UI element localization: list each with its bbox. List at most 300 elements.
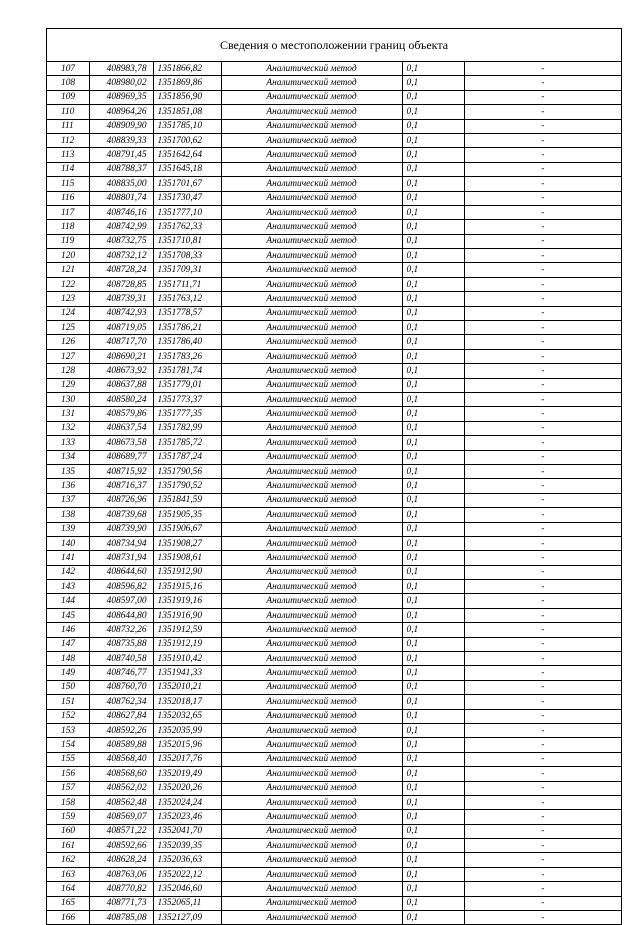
- y-coordinate-cell: 1351910,42: [153, 652, 221, 666]
- method-cell: Аналитический метод: [221, 493, 402, 507]
- point-number-cell: 133: [47, 436, 89, 450]
- note-cell: -: [464, 392, 621, 406]
- accuracy-cell: 0,1: [402, 392, 464, 406]
- y-coordinate-cell: 1351785,72: [153, 436, 221, 450]
- note-cell: -: [464, 162, 621, 176]
- table-row: [47, 867, 621, 881]
- y-coordinate-cell: 1351915,16: [153, 580, 221, 594]
- x-coordinate-cell: 408763,06: [89, 867, 153, 881]
- method-cell: Аналитический метод: [221, 508, 402, 522]
- method-cell: Аналитический метод: [221, 364, 402, 378]
- note-cell: -: [464, 781, 621, 795]
- note-cell: -: [464, 911, 621, 925]
- point-number-cell: 136: [47, 479, 89, 493]
- accuracy-cell: 0,1: [402, 263, 464, 277]
- note-cell: -: [464, 709, 621, 723]
- x-coordinate-cell: 408719,05: [89, 321, 153, 335]
- x-coordinate-cell: 408592,66: [89, 839, 153, 853]
- x-coordinate-cell: 408571,22: [89, 824, 153, 838]
- point-number-cell: 149: [47, 666, 89, 680]
- note-cell: -: [464, 853, 621, 867]
- note-cell: -: [464, 680, 621, 694]
- accuracy-cell: 0,1: [402, 680, 464, 694]
- point-number-cell: 120: [47, 249, 89, 263]
- x-coordinate-cell: 408771,73: [89, 896, 153, 910]
- note-cell: -: [464, 335, 621, 349]
- accuracy-cell: 0,1: [402, 652, 464, 666]
- y-coordinate-cell: 1351700,62: [153, 133, 221, 147]
- table-row: [47, 234, 621, 248]
- table-row: [47, 249, 621, 263]
- y-coordinate-cell: 1351786,21: [153, 321, 221, 335]
- note-cell: -: [464, 839, 621, 853]
- accuracy-cell: 0,1: [402, 90, 464, 104]
- table-row: [47, 580, 621, 594]
- table-row: [47, 695, 621, 709]
- y-coordinate-cell: 1352036,63: [153, 853, 221, 867]
- x-coordinate-cell: 408592,26: [89, 723, 153, 737]
- note-cell: -: [464, 652, 621, 666]
- note-cell: -: [464, 580, 621, 594]
- note-cell: -: [464, 90, 621, 104]
- accuracy-cell: 0,1: [402, 522, 464, 536]
- point-number-cell: 107: [47, 62, 89, 76]
- point-number-cell: 117: [47, 205, 89, 219]
- accuracy-cell: 0,1: [402, 234, 464, 248]
- table-row: [47, 479, 621, 493]
- accuracy-cell: 0,1: [402, 119, 464, 133]
- note-cell: -: [464, 536, 621, 550]
- method-cell: Аналитический метод: [221, 148, 402, 162]
- y-coordinate-cell: 1352065,11: [153, 896, 221, 910]
- method-cell: Аналитический метод: [221, 220, 402, 234]
- point-number-cell: 137: [47, 493, 89, 507]
- x-coordinate-cell: 408568,60: [89, 767, 153, 781]
- table-row: [47, 795, 621, 809]
- table-row: [47, 378, 621, 392]
- table-row: [47, 392, 621, 406]
- point-number-cell: 157: [47, 781, 89, 795]
- y-coordinate-cell: 1351905,35: [153, 508, 221, 522]
- table-row: [47, 896, 621, 910]
- method-cell: Аналитический метод: [221, 738, 402, 752]
- note-cell: -: [464, 565, 621, 579]
- y-coordinate-cell: 1351785,10: [153, 119, 221, 133]
- y-coordinate-cell: 1352015,96: [153, 738, 221, 752]
- y-coordinate-cell: 1352039,35: [153, 839, 221, 853]
- table-row: [47, 738, 621, 752]
- accuracy-cell: 0,1: [402, 738, 464, 752]
- note-cell: -: [464, 306, 621, 320]
- note-cell: -: [464, 62, 621, 76]
- x-coordinate-cell: 408731,94: [89, 551, 153, 565]
- y-coordinate-cell: 1351787,24: [153, 450, 221, 464]
- note-cell: -: [464, 133, 621, 147]
- method-cell: Аналитический метод: [221, 378, 402, 392]
- accuracy-cell: 0,1: [402, 795, 464, 809]
- accuracy-cell: 0,1: [402, 133, 464, 147]
- y-coordinate-cell: 1351856,90: [153, 90, 221, 104]
- table-row: [47, 191, 621, 205]
- accuracy-cell: 0,1: [402, 292, 464, 306]
- table-row: [47, 62, 621, 76]
- y-coordinate-cell: 1351851,08: [153, 105, 221, 119]
- table-row: [47, 911, 621, 925]
- method-cell: Аналитический метод: [221, 421, 402, 435]
- accuracy-cell: 0,1: [402, 565, 464, 579]
- accuracy-cell: 0,1: [402, 594, 464, 608]
- note-cell: -: [464, 177, 621, 191]
- accuracy-cell: 0,1: [402, 249, 464, 263]
- y-coordinate-cell: 1352019,49: [153, 767, 221, 781]
- note-cell: -: [464, 450, 621, 464]
- note-cell: -: [464, 767, 621, 781]
- x-coordinate-cell: 408969,35: [89, 90, 153, 104]
- method-cell: Аналитический метод: [221, 234, 402, 248]
- table-row: [47, 824, 621, 838]
- x-coordinate-cell: 408715,92: [89, 464, 153, 478]
- table-row: [47, 608, 621, 622]
- y-coordinate-cell: 1351912,90: [153, 565, 221, 579]
- note-cell: -: [464, 364, 621, 378]
- point-number-cell: 118: [47, 220, 89, 234]
- note-cell: -: [464, 824, 621, 838]
- accuracy-cell: 0,1: [402, 277, 464, 291]
- method-cell: Аналитический метод: [221, 652, 402, 666]
- point-number-cell: 164: [47, 882, 89, 896]
- method-cell: Аналитический метод: [221, 321, 402, 335]
- note-cell: -: [464, 637, 621, 651]
- accuracy-cell: 0,1: [402, 177, 464, 191]
- method-cell: Аналитический метод: [221, 536, 402, 550]
- accuracy-cell: 0,1: [402, 824, 464, 838]
- point-number-cell: 144: [47, 594, 89, 608]
- point-number-cell: 146: [47, 623, 89, 637]
- point-number-cell: 148: [47, 652, 89, 666]
- y-coordinate-cell: 1352046,60: [153, 882, 221, 896]
- note-cell: -: [464, 378, 621, 392]
- table-row: [47, 162, 621, 176]
- table-row: [47, 76, 621, 90]
- x-coordinate-cell: 408717,70: [89, 335, 153, 349]
- point-number-cell: 141: [47, 551, 89, 565]
- y-coordinate-cell: 1351783,26: [153, 349, 221, 363]
- note-cell: -: [464, 321, 621, 335]
- accuracy-cell: 0,1: [402, 709, 464, 723]
- note-cell: -: [464, 522, 621, 536]
- y-coordinate-cell: 1352032,65: [153, 709, 221, 723]
- table-row: [47, 680, 621, 694]
- method-cell: Аналитический метод: [221, 781, 402, 795]
- point-number-cell: 166: [47, 911, 89, 925]
- table-row: [47, 594, 621, 608]
- x-coordinate-cell: 408791,45: [89, 148, 153, 162]
- accuracy-cell: 0,1: [402, 62, 464, 76]
- method-cell: Аналитический метод: [221, 637, 402, 651]
- point-number-cell: 145: [47, 608, 89, 622]
- note-cell: -: [464, 666, 621, 680]
- y-coordinate-cell: 1351786,40: [153, 335, 221, 349]
- method-cell: Аналитический метод: [221, 479, 402, 493]
- table-row: [47, 623, 621, 637]
- method-cell: Аналитический метод: [221, 392, 402, 406]
- accuracy-cell: 0,1: [402, 608, 464, 622]
- table-row: [47, 133, 621, 147]
- table-row: [47, 436, 621, 450]
- y-coordinate-cell: 1351912,19: [153, 637, 221, 651]
- method-cell: Аналитический метод: [221, 349, 402, 363]
- accuracy-cell: 0,1: [402, 450, 464, 464]
- accuracy-cell: 0,1: [402, 493, 464, 507]
- point-number-cell: 150: [47, 680, 89, 694]
- x-coordinate-cell: 408728,24: [89, 263, 153, 277]
- method-cell: Аналитический метод: [221, 436, 402, 450]
- point-number-cell: 110: [47, 105, 89, 119]
- x-coordinate-cell: 408732,12: [89, 249, 153, 263]
- x-coordinate-cell: 408627,84: [89, 709, 153, 723]
- note-cell: -: [464, 105, 621, 119]
- point-number-cell: 109: [47, 90, 89, 104]
- accuracy-cell: 0,1: [402, 349, 464, 363]
- method-cell: Аналитический метод: [221, 752, 402, 766]
- x-coordinate-cell: 408770,82: [89, 882, 153, 896]
- x-coordinate-cell: 408762,34: [89, 695, 153, 709]
- method-cell: Аналитический метод: [221, 594, 402, 608]
- y-coordinate-cell: 1352022,12: [153, 867, 221, 881]
- x-coordinate-cell: 408644,80: [89, 608, 153, 622]
- table-row: [47, 652, 621, 666]
- point-number-cell: 116: [47, 191, 89, 205]
- table-row: [47, 551, 621, 565]
- x-coordinate-cell: 408746,16: [89, 205, 153, 219]
- note-cell: -: [464, 263, 621, 277]
- method-cell: Аналитический метод: [221, 551, 402, 565]
- y-coordinate-cell: 1352023,46: [153, 810, 221, 824]
- method-cell: Аналитический метод: [221, 896, 402, 910]
- accuracy-cell: 0,1: [402, 882, 464, 896]
- note-cell: -: [464, 738, 621, 752]
- point-number-cell: 135: [47, 464, 89, 478]
- x-coordinate-cell: 408644,60: [89, 565, 153, 579]
- x-coordinate-cell: 408742,99: [89, 220, 153, 234]
- note-cell: -: [464, 119, 621, 133]
- note-cell: -: [464, 421, 621, 435]
- y-coordinate-cell: 1351763,12: [153, 292, 221, 306]
- method-cell: Аналитический метод: [221, 191, 402, 205]
- x-coordinate-cell: 408637,88: [89, 378, 153, 392]
- y-coordinate-cell: 1351908,27: [153, 536, 221, 550]
- x-coordinate-cell: 408788,37: [89, 162, 153, 176]
- table-row: [47, 364, 621, 378]
- note-cell: -: [464, 867, 621, 881]
- method-cell: Аналитический метод: [221, 608, 402, 622]
- point-number-cell: 127: [47, 349, 89, 363]
- method-cell: Аналитический метод: [221, 911, 402, 925]
- accuracy-cell: 0,1: [402, 580, 464, 594]
- accuracy-cell: 0,1: [402, 896, 464, 910]
- method-cell: Аналитический метод: [221, 133, 402, 147]
- x-coordinate-cell: 408726,96: [89, 493, 153, 507]
- y-coordinate-cell: 1351908,61: [153, 551, 221, 565]
- table-row: [47, 508, 621, 522]
- method-cell: Аналитический метод: [221, 695, 402, 709]
- x-coordinate-cell: 408909,90: [89, 119, 153, 133]
- method-cell: Аналитический метод: [221, 162, 402, 176]
- table-row: [47, 565, 621, 579]
- point-number-cell: 154: [47, 738, 89, 752]
- accuracy-cell: 0,1: [402, 911, 464, 925]
- accuracy-cell: 0,1: [402, 536, 464, 550]
- method-cell: Аналитический метод: [221, 666, 402, 680]
- table-row: [47, 148, 621, 162]
- x-coordinate-cell: 408728,85: [89, 277, 153, 291]
- table-row: [47, 882, 621, 896]
- y-coordinate-cell: 1351916,90: [153, 608, 221, 622]
- y-coordinate-cell: 1351906,67: [153, 522, 221, 536]
- point-number-cell: 143: [47, 580, 89, 594]
- y-coordinate-cell: 1351773,37: [153, 392, 221, 406]
- point-number-cell: 122: [47, 277, 89, 291]
- y-coordinate-cell: 1351708,33: [153, 249, 221, 263]
- point-number-cell: 125: [47, 321, 89, 335]
- note-cell: -: [464, 464, 621, 478]
- table-row: [47, 536, 621, 550]
- y-coordinate-cell: 1351782,99: [153, 421, 221, 435]
- table-row: [47, 839, 621, 853]
- method-cell: Аналитический метод: [221, 306, 402, 320]
- point-number-cell: 134: [47, 450, 89, 464]
- method-cell: Аналитический метод: [221, 292, 402, 306]
- method-cell: Аналитический метод: [221, 522, 402, 536]
- note-cell: -: [464, 349, 621, 363]
- x-coordinate-cell: 408562,02: [89, 781, 153, 795]
- accuracy-cell: 0,1: [402, 695, 464, 709]
- x-coordinate-cell: 408964,26: [89, 105, 153, 119]
- method-cell: Аналитический метод: [221, 795, 402, 809]
- x-coordinate-cell: 408562,48: [89, 795, 153, 809]
- table-row: [47, 321, 621, 335]
- accuracy-cell: 0,1: [402, 378, 464, 392]
- method-cell: Аналитический метод: [221, 277, 402, 291]
- accuracy-cell: 0,1: [402, 810, 464, 824]
- method-cell: Аналитический метод: [221, 119, 402, 133]
- x-coordinate-cell: 408739,31: [89, 292, 153, 306]
- method-cell: Аналитический метод: [221, 90, 402, 104]
- point-number-cell: 130: [47, 392, 89, 406]
- x-coordinate-cell: 408637,54: [89, 421, 153, 435]
- accuracy-cell: 0,1: [402, 364, 464, 378]
- method-cell: Аналитический метод: [221, 680, 402, 694]
- method-cell: Аналитический метод: [221, 335, 402, 349]
- point-number-cell: 108: [47, 76, 89, 90]
- point-number-cell: 126: [47, 335, 89, 349]
- point-number-cell: 151: [47, 695, 89, 709]
- accuracy-cell: 0,1: [402, 407, 464, 421]
- point-number-cell: 147: [47, 637, 89, 651]
- y-coordinate-cell: 1352035,99: [153, 723, 221, 737]
- method-cell: Аналитический метод: [221, 767, 402, 781]
- y-coordinate-cell: 1351777,10: [153, 205, 221, 219]
- y-coordinate-cell: 1351869,86: [153, 76, 221, 90]
- accuracy-cell: 0,1: [402, 623, 464, 637]
- accuracy-cell: 0,1: [402, 191, 464, 205]
- point-number-cell: 132: [47, 421, 89, 435]
- accuracy-cell: 0,1: [402, 508, 464, 522]
- note-cell: -: [464, 407, 621, 421]
- method-cell: Аналитический метод: [221, 565, 402, 579]
- point-number-cell: 160: [47, 824, 89, 838]
- point-number-cell: 155: [47, 752, 89, 766]
- method-cell: Аналитический метод: [221, 867, 402, 881]
- coordinates-table-body: [47, 62, 621, 924]
- y-coordinate-cell: 1352041,70: [153, 824, 221, 838]
- point-number-cell: 131: [47, 407, 89, 421]
- accuracy-cell: 0,1: [402, 76, 464, 90]
- point-number-cell: 161: [47, 839, 89, 853]
- table-row: [47, 853, 621, 867]
- point-number-cell: 111: [47, 119, 89, 133]
- x-coordinate-cell: 408716,37: [89, 479, 153, 493]
- boundary-document: [46, 28, 622, 925]
- table-row: [47, 292, 621, 306]
- table-row: [47, 119, 621, 133]
- y-coordinate-cell: 1352017,76: [153, 752, 221, 766]
- note-cell: -: [464, 479, 621, 493]
- y-coordinate-cell: 1351711,71: [153, 277, 221, 291]
- note-cell: -: [464, 249, 621, 263]
- y-coordinate-cell: 1351841,59: [153, 493, 221, 507]
- note-cell: -: [464, 752, 621, 766]
- table-row: [47, 767, 621, 781]
- method-cell: Аналитический метод: [221, 177, 402, 191]
- accuracy-cell: 0,1: [402, 105, 464, 119]
- y-coordinate-cell: 1352024,24: [153, 795, 221, 809]
- accuracy-cell: 0,1: [402, 637, 464, 651]
- note-cell: -: [464, 723, 621, 737]
- note-cell: -: [464, 896, 621, 910]
- x-coordinate-cell: 408628,24: [89, 853, 153, 867]
- x-coordinate-cell: 408689,77: [89, 450, 153, 464]
- point-number-cell: 119: [47, 234, 89, 248]
- table-row: [47, 810, 621, 824]
- y-coordinate-cell: 1352020,26: [153, 781, 221, 795]
- accuracy-cell: 0,1: [402, 148, 464, 162]
- table-row: [47, 177, 621, 191]
- note-cell: -: [464, 292, 621, 306]
- y-coordinate-cell: 1351912,59: [153, 623, 221, 637]
- note-cell: -: [464, 76, 621, 90]
- note-cell: -: [464, 623, 621, 637]
- accuracy-cell: 0,1: [402, 839, 464, 853]
- note-cell: -: [464, 220, 621, 234]
- x-coordinate-cell: 408568,40: [89, 752, 153, 766]
- table-row: [47, 105, 621, 119]
- note-cell: -: [464, 695, 621, 709]
- method-cell: Аналитический метод: [221, 580, 402, 594]
- accuracy-cell: 0,1: [402, 436, 464, 450]
- x-coordinate-cell: 408742,93: [89, 306, 153, 320]
- x-coordinate-cell: 408739,90: [89, 522, 153, 536]
- accuracy-cell: 0,1: [402, 781, 464, 795]
- x-coordinate-cell: 408732,75: [89, 234, 153, 248]
- note-cell: -: [464, 508, 621, 522]
- note-cell: -: [464, 882, 621, 896]
- point-number-cell: 124: [47, 306, 89, 320]
- x-coordinate-cell: 408735,88: [89, 637, 153, 651]
- table-row: [47, 349, 621, 363]
- point-number-cell: 112: [47, 133, 89, 147]
- method-cell: Аналитический метод: [221, 105, 402, 119]
